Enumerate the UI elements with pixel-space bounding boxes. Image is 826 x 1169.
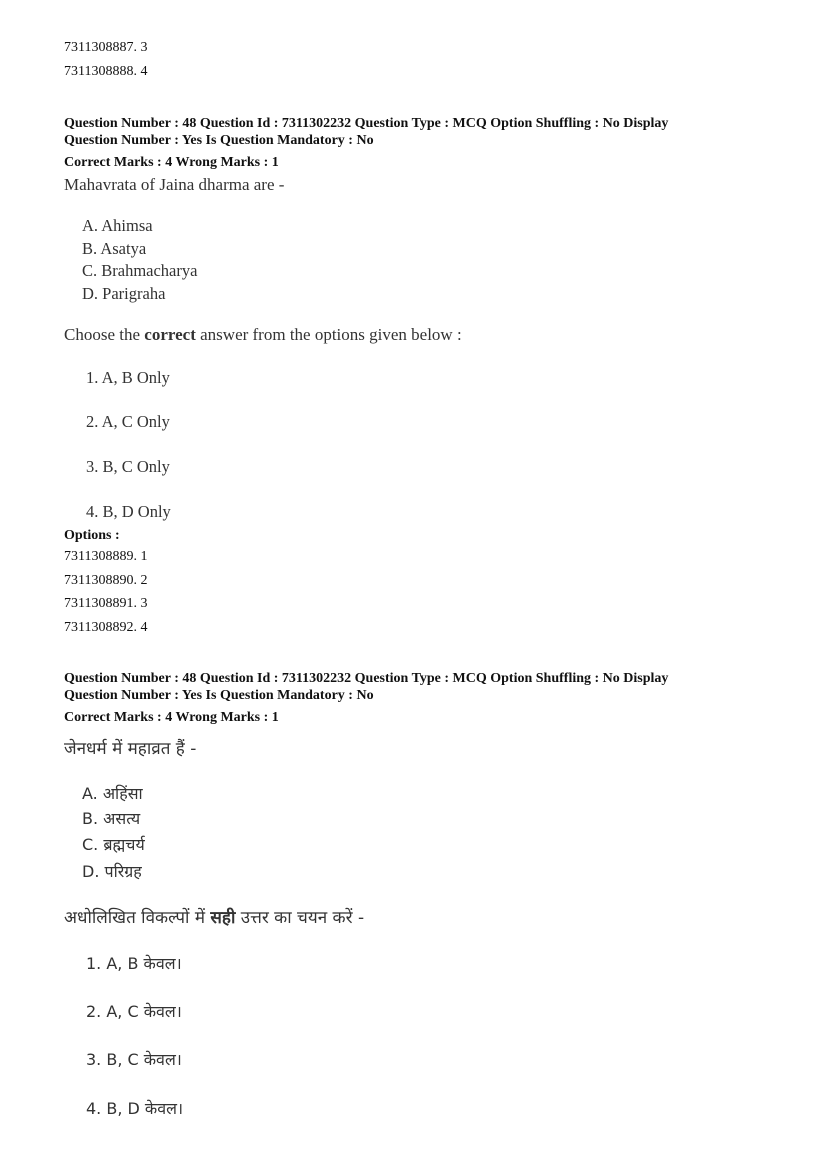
statement-item: C. ब्रह्मचर्य	[82, 835, 145, 854]
marks-line: Correct Marks : 4 Wrong Marks : 1	[64, 155, 279, 170]
statement-item: A. Ahimsa	[82, 216, 153, 235]
answer-choice: 1. A, B Only	[86, 368, 170, 387]
answer-choice: 4. B, D केवल।	[86, 1099, 184, 1118]
option-id-line: 7311308892. 4	[64, 620, 148, 635]
statement-item: B. Asatya	[82, 239, 147, 258]
question-text: जेनधर्म में महाव्रत हैं -	[64, 739, 197, 759]
answer-choice: 4. B, D Only	[86, 502, 171, 521]
question-text: Mahavrata of Jaina dharma are -	[64, 175, 285, 194]
marks-line: Correct Marks : 4 Wrong Marks : 1	[64, 710, 279, 725]
instruction-text: Choose the correct answer from the options given below :	[64, 325, 462, 344]
statement-item: B. असत्य	[82, 809, 141, 828]
answer-choice: 2. A, C Only	[86, 412, 170, 431]
statement-item: D. परिग्रह	[82, 862, 142, 881]
options-label: Options :	[64, 528, 120, 543]
option-id-line: 7311308890. 2	[64, 573, 148, 588]
answer-choice: 2. A, C केवल।	[86, 1002, 182, 1021]
option-id-line: 7311308891. 3	[64, 596, 148, 611]
option-id-line: 7311308888. 4	[64, 64, 148, 79]
question-meta-line: Question Number : 48 Question Id : 7311302232 Question Type : MCQ Option Shuffling : No Display	[64, 116, 669, 131]
question-meta-line: Question Number : Yes Is Question Mandatory : No	[64, 133, 374, 148]
instruction-emphasis: सही	[210, 908, 236, 928]
option-id-line: 7311308887. 3	[64, 40, 148, 55]
question-meta-line: Question Number : Yes Is Question Mandatory : No	[64, 688, 374, 703]
instruction-emphasis: correct	[144, 325, 196, 344]
option-id-line: 7311308889. 1	[64, 549, 148, 564]
question-meta-line: Question Number : 48 Question Id : 7311302232 Question Type : MCQ Option Shuffling : No Display	[64, 671, 669, 686]
statement-item: A. अहिंसा	[82, 784, 143, 803]
statement-item: D. Parigraha	[82, 284, 166, 303]
answer-choice: 3. B, C Only	[86, 457, 170, 476]
instruction-text: अधोलिखित विकल्पों में सही उत्तर का चयन करें -	[64, 908, 365, 928]
answer-choice: 1. A, B केवल।	[86, 954, 182, 973]
statement-item: C. Brahmacharya	[82, 261, 198, 280]
answer-choice: 3. B, C केवल।	[86, 1050, 182, 1069]
